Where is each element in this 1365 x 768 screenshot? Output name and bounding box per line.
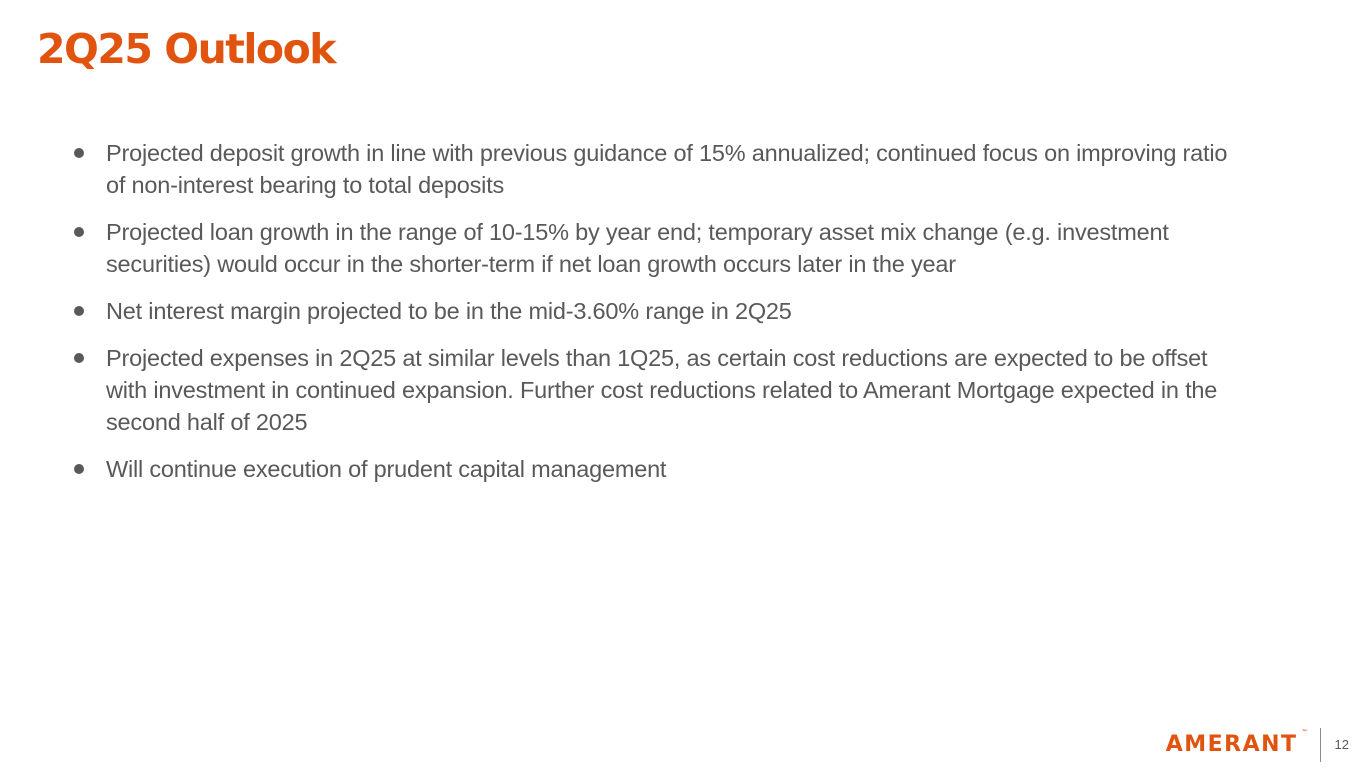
- bullet-text: Projected deposit growth in line with previous guidance of 15% annualized; continued focus on improving ratio of non-interest bearing to total deposits: [106, 140, 1228, 198]
- page-number: 12: [1334, 737, 1349, 752]
- bullet-dot-icon: [74, 464, 84, 474]
- logo-wordmark: AMERANT: [1165, 732, 1298, 757]
- bullet-item-net-interest-margin: [72, 295, 1252, 327]
- bullet-item-loan-growth: [72, 216, 1252, 280]
- amerant-logo: [1166, 728, 1308, 762]
- bullet-text: Projected loan growth in the range of 10-15% by year end; temporary asset mix change (e.g. investment securities) would occur in the shorter-term if net loan growth occurs later in the year: [106, 219, 1169, 277]
- bullet-dot-icon: [74, 227, 84, 237]
- slide-footer: [1166, 728, 1349, 762]
- bullet-item-deposit-growth: [72, 137, 1252, 201]
- bullet-item-capital-management: [72, 453, 1252, 485]
- bullet-text: Net interest margin projected to be in the mid-3.60% range in 2Q25: [106, 298, 792, 324]
- slide-title: 2Q25 Outlook: [37, 25, 336, 73]
- bullet-dot-icon: [74, 306, 84, 316]
- footer-divider: [1320, 728, 1321, 762]
- bullet-dot-icon: [74, 353, 84, 363]
- logo-trademark: ™: [1301, 729, 1308, 736]
- bullet-text: Projected expenses in 2Q25 at similar levels than 1Q25, as certain cost reductions are expected to be offset with investment in continued expansion. Further cost reductions related to Amerant Mortgage expected in the second half of 2025: [106, 345, 1218, 435]
- bullet-item-expenses: [72, 342, 1252, 438]
- bullet-text: Will continue execution of prudent capital management: [106, 456, 667, 482]
- bullet-dot-icon: [74, 148, 84, 158]
- outlook-bullet-list: [72, 137, 1252, 500]
